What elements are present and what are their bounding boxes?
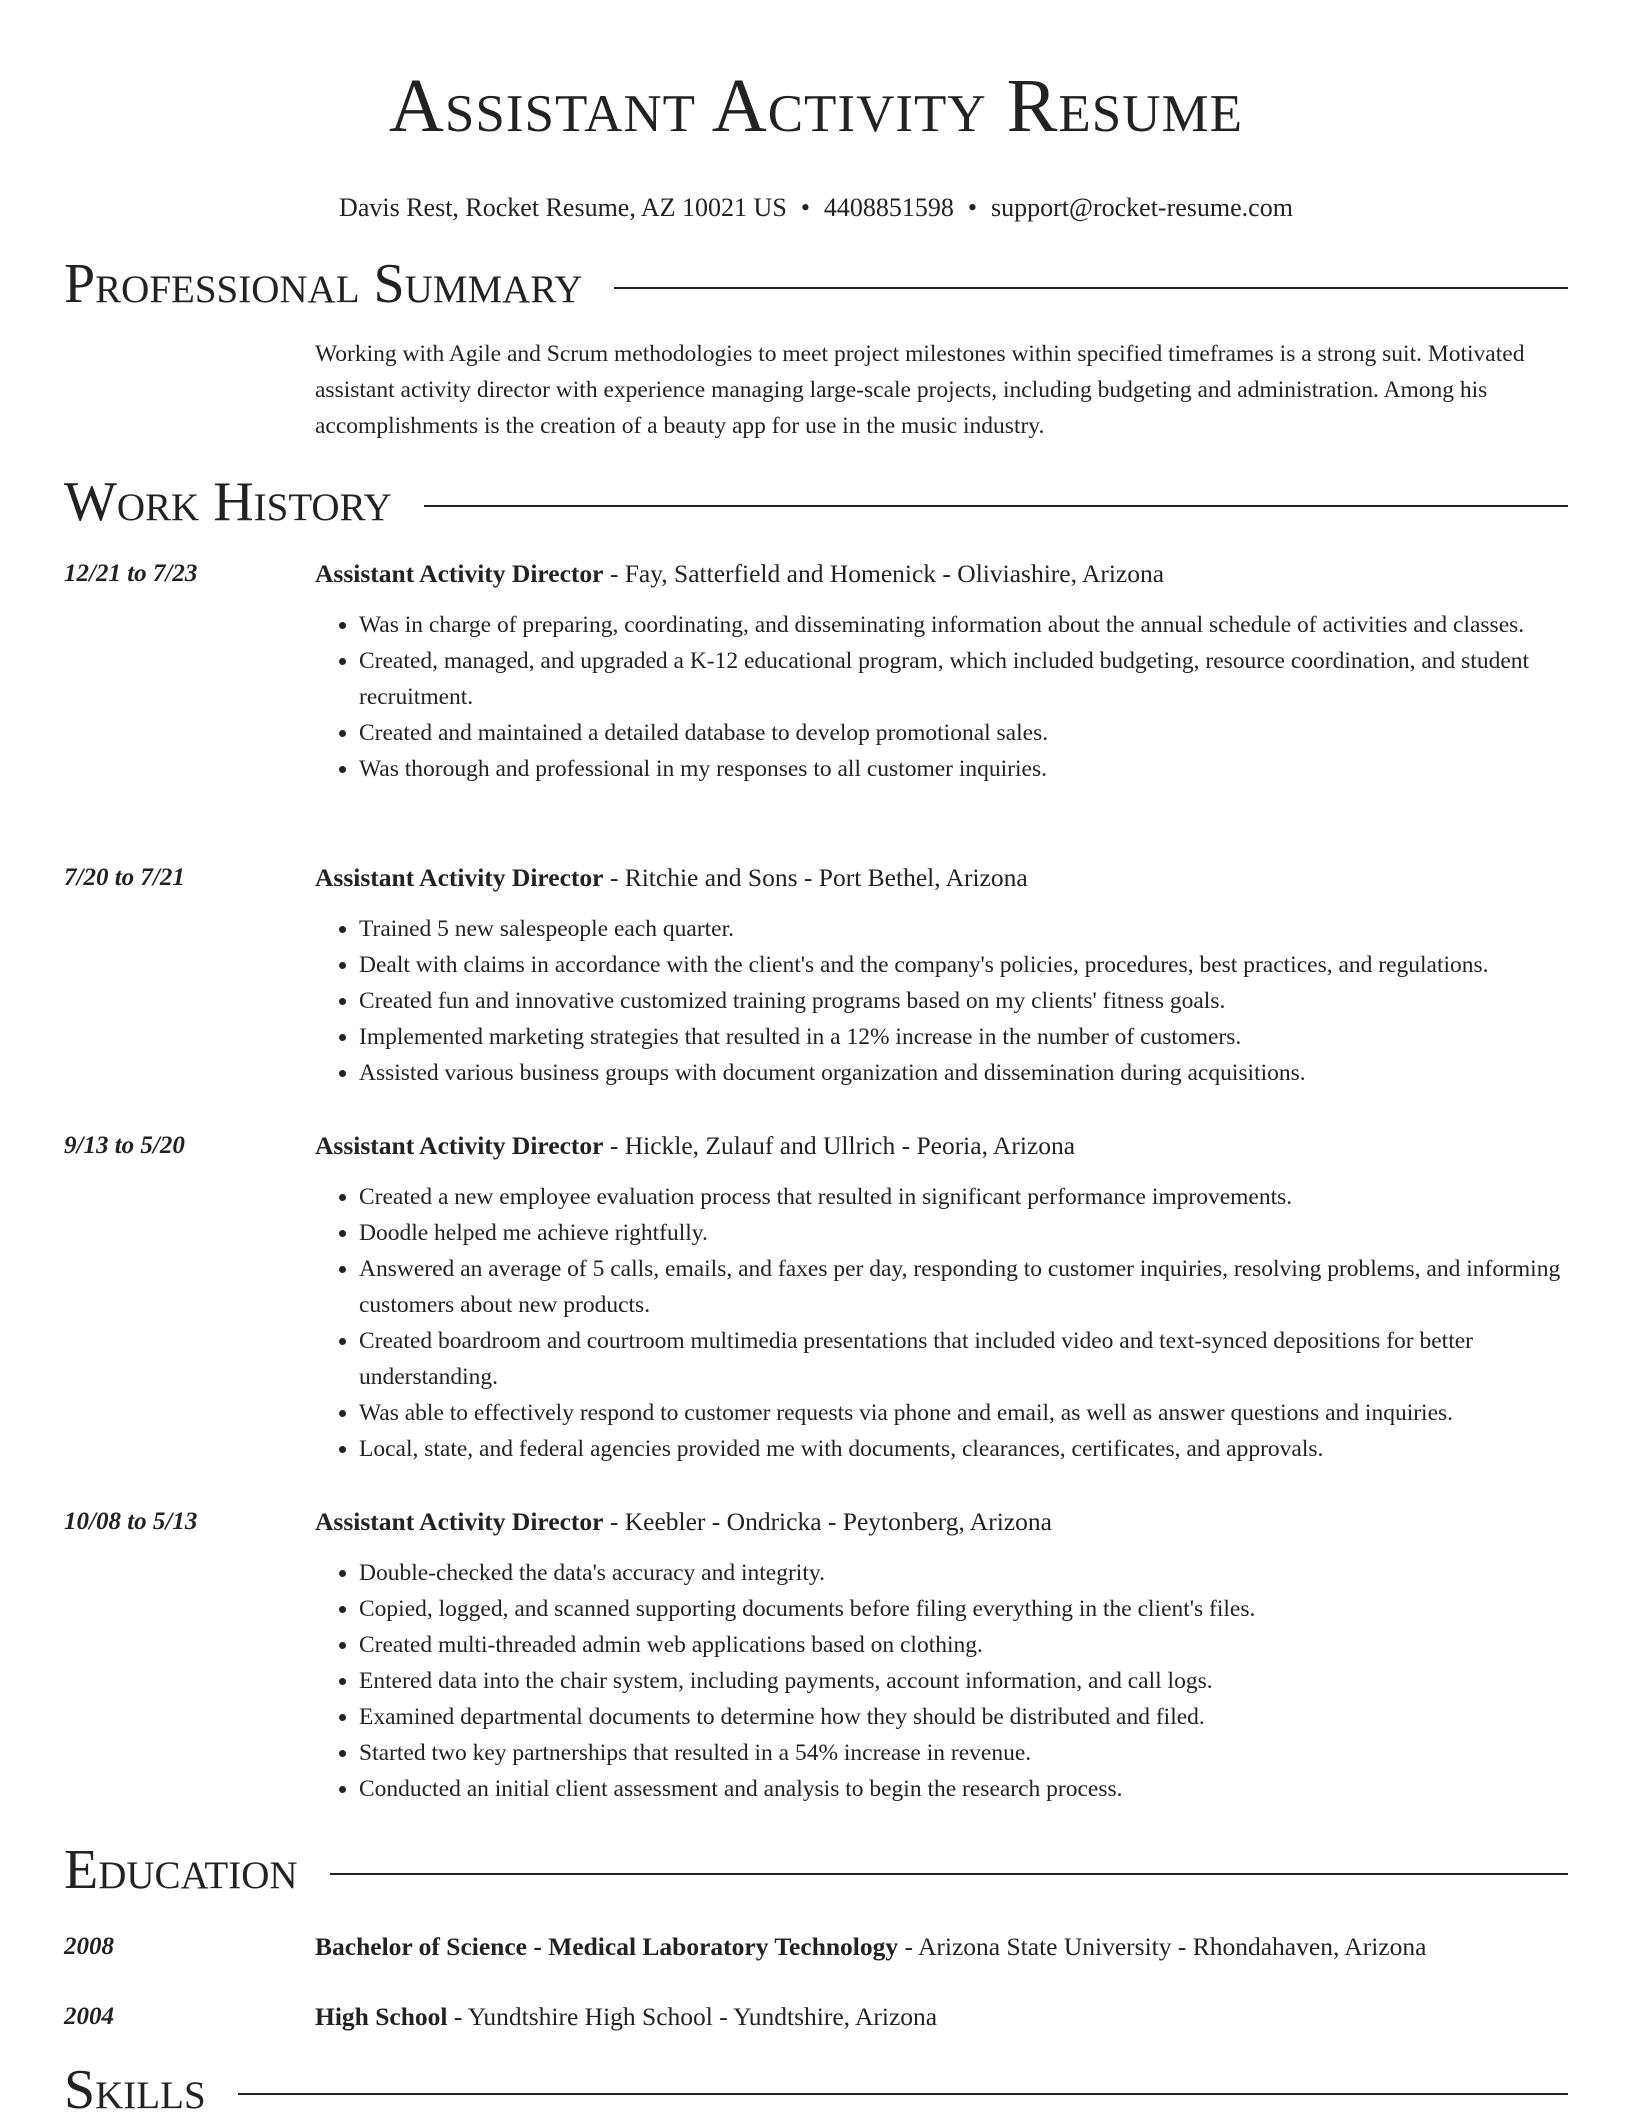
list-item: • Assisted various business groups with document organization and dissemination during acquisitions. <box>359 1055 1568 1091</box>
job-details: - Fay, Satterfield and Homenick - Oliviashire, Arizona <box>603 559 1165 588</box>
job-title-line <box>315 1505 1568 1539</box>
job-title-line <box>315 1129 1568 1163</box>
job-bullets <box>315 1555 1568 1807</box>
job-title: Assistant Activity Director <box>315 863 604 892</box>
list-item: • Local, state, and federal agencies provided me with documents, clearances, certificates, and approvals. <box>359 1431 1568 1467</box>
list-item: • Doodle helped me achieve rightfully. <box>359 1215 1568 1251</box>
list-item: • Dealt with claims in accordance with the client's and the company's policies, procedures, best practices, and regulations. <box>359 947 1568 983</box>
education-year: 2004 <box>64 2003 114 2030</box>
job-details: - Keebler - Ondricka - Peytonberg, Arizona <box>603 1507 1052 1536</box>
list-item: • Copied, logged, and scanned supporting documents before filing everything in the client's files. <box>359 1591 1568 1627</box>
job-entry-2 <box>64 861 1568 1091</box>
skills-header <box>64 2058 1568 2112</box>
work-section <box>64 470 1568 534</box>
education-degree: Bachelor of Science - Medical Laboratory Technology <box>315 1932 899 1961</box>
job-entry-4 <box>64 1505 1568 1807</box>
job-bullets <box>315 1179 1568 1467</box>
list-item: • Created multi-threaded admin web applications based on clothing. <box>359 1627 1568 1663</box>
education-degree: High School <box>315 2002 448 2031</box>
section-divider <box>424 505 1568 507</box>
list-item: • Was able to effectively respond to customer requests via phone and email, as well as answer questions and inquiries. <box>359 1395 1568 1431</box>
job-body <box>315 861 1568 1091</box>
job-bullets <box>315 911 1568 1091</box>
job-title-line <box>315 861 1568 895</box>
section-title-summary: Professional Summary <box>64 253 583 315</box>
contact-phone: 4408851598 <box>823 193 954 222</box>
section-divider <box>238 2093 1568 2095</box>
list-item: • Conducted an initial client assessment and analysis to begin the research process. <box>359 1771 1568 1807</box>
job-bullets <box>315 607 1568 787</box>
section-title-work: Work History <box>64 471 392 533</box>
job-title: Assistant Activity Director <box>315 1507 604 1536</box>
list-item: • Was thorough and professional in my responses to all customer inquiries. <box>359 751 1568 787</box>
contact-separator: • <box>967 193 978 222</box>
list-item: • Created fun and innovative customized training programs based on my clients' fitness goals. <box>359 983 1568 1019</box>
job-entry-1 <box>64 557 1568 787</box>
job-title: Assistant Activity Director <box>315 559 604 588</box>
resume-title: Assistant Activity Resume <box>389 64 1243 148</box>
education-details: - Arizona State University - Rhondahaven, Arizona <box>898 1932 1427 1961</box>
list-item: • Was in charge of preparing, coordinating, and disseminating information about the annual schedule of activities and classes. <box>359 607 1568 643</box>
contact-address: Davis Rest, Rocket Resume, AZ 10021 US <box>339 193 787 222</box>
list-item: • Answered an average of 5 calls, emails, and faxes per day, responding to customer inquiries, resolving problems, and informing customers about new products. <box>359 1251 1568 1323</box>
list-item: • Implemented marketing strategies that resulted in a 12% increase in the number of customers. <box>359 1019 1568 1055</box>
skills-section <box>64 2058 1568 2112</box>
job-dates: 7/20 to 7/21 <box>64 864 185 891</box>
job-body <box>315 557 1568 787</box>
education-year: 2008 <box>64 1933 114 1960</box>
contact-separator: • <box>800 193 810 222</box>
section-divider <box>330 1873 1568 1875</box>
education-entry <box>64 1930 1568 1964</box>
job-body <box>315 1129 1568 1467</box>
list-item: • Examined departmental documents to determine how they should be distributed and filed. <box>359 1699 1568 1735</box>
summary-text: Working with Agile and Scrum methodologies to meet project milestones within specified timeframes is a strong suit. Motivated assistant activity director with experience managing large-scale projects, including budgeting and administration. Among his accomplishments is the creation of a beauty app for use in the music industry. <box>315 341 1525 439</box>
education-line <box>315 2000 937 2034</box>
section-title-education: Education <box>64 1839 298 1901</box>
list-item: • Double-checked the data's accuracy and integrity. <box>359 1555 1568 1591</box>
job-body <box>315 1505 1568 1807</box>
list-item: • Created a new employee evaluation process that resulted in significant performance improvements. <box>359 1179 1568 1215</box>
job-details: - Hickle, Zulauf and Ullrich - Peoria, Arizona <box>603 1131 1076 1160</box>
education-section <box>64 1838 1568 2034</box>
job-title-line <box>315 557 1568 591</box>
list-item: • Started two key partnerships that resulted in a 54% increase in revenue. <box>359 1735 1568 1771</box>
job-dates: 12/21 to 7/23 <box>64 560 198 587</box>
list-item: • Trained 5 new salespeople each quarter. <box>359 911 1568 947</box>
list-item: • Entered data into the chair system, including payments, account information, and call logs. <box>359 1663 1568 1699</box>
education-header <box>64 1838 1568 1902</box>
job-entry-3 <box>64 1129 1568 1467</box>
summary-section <box>64 252 1568 444</box>
summary-header <box>64 252 1568 316</box>
education-entry <box>64 2000 1568 2034</box>
job-dates: 10/08 to 5/13 <box>64 1508 198 1535</box>
job-details: - Ritchie and Sons - Port Bethel, Arizona <box>603 863 1028 892</box>
education-details: - Yundtshire High School - Yundtshire, Arizona <box>447 2002 938 2031</box>
work-header <box>64 470 1568 534</box>
section-title-skills: Skills <box>64 2059 206 2112</box>
job-dates: 9/13 to 5/20 <box>64 1132 185 1159</box>
contact-email: support@rocket-resume.com <box>991 193 1293 222</box>
job-title: Assistant Activity Director <box>315 1131 604 1160</box>
list-item: • Created boardroom and courtroom multimedia presentations that included video and text-synced depositions for better understanding. <box>359 1323 1568 1395</box>
education-line <box>315 1930 1426 1964</box>
contact-line <box>0 192 1632 224</box>
list-item: • Created, managed, and upgraded a K-12 educational program, which included budgeting, resource coordination, and student recruitment. <box>359 643 1568 715</box>
section-divider <box>614 287 1568 289</box>
list-item: • Created and maintained a detailed database to develop promotional sales. <box>359 715 1568 751</box>
